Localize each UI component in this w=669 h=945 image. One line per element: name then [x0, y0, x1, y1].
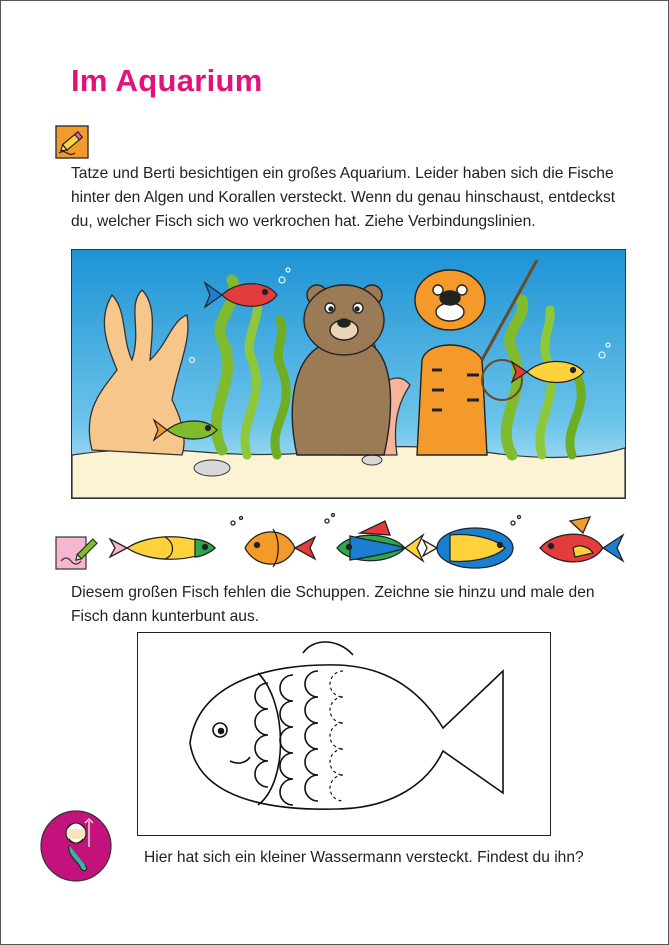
task-instructions: Tatze und Berti besichtigen ein großes Aquarium. Leider haben sich die Fische hinter den Algen und Korallen versteckt. Wenn du genau hinschaust, entdeckst du, welcher Fisch sich wo verkrochen hat. Ziehe Verbindungslinien. — [71, 165, 616, 230]
fish-icon — [325, 514, 423, 562]
drawing-instructions: Diesem großen Fisch fehlen die Schuppen. Zeichne sie hinzu und male den Fisch dann kunterbunt aus. — [71, 584, 595, 625]
drawing-icon — [55, 533, 103, 573]
drawing-area[interactable] — [137, 632, 551, 836]
page-title: Im Aquarium — [71, 63, 263, 98]
pencil-icon — [55, 125, 89, 159]
fish-icon — [110, 537, 215, 560]
fish-icon — [540, 517, 623, 562]
fish-row — [105, 513, 625, 573]
large-fish-outline — [138, 633, 550, 835]
fish-icon — [423, 516, 521, 569]
aquarium-illustration — [71, 249, 626, 499]
merman-icon — [39, 809, 113, 883]
fish-icon — [231, 517, 315, 568]
hidden-merman-hint: Hier hat sich ein kleiner Wassermann versteckt. Findest du ihn? — [144, 849, 584, 866]
